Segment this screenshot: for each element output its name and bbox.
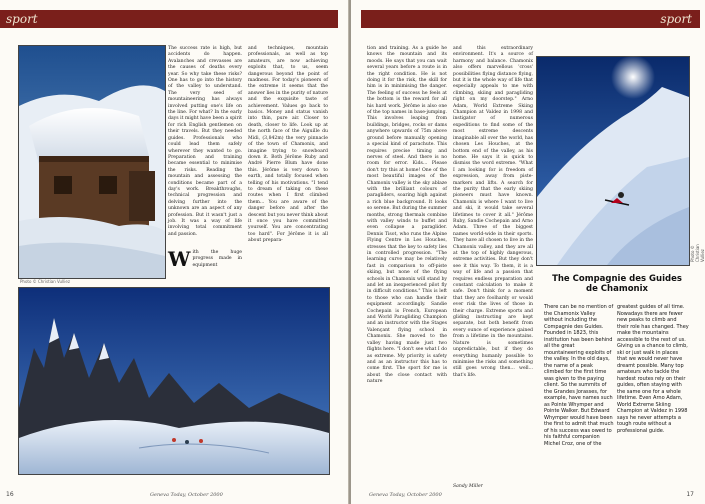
sidebar-column-2: greatest guides of all time. Nowadays there are fewer new peaks to climb and their role has changed. They make the mountains accessible to the rest of us. Giving us a chance to climb, ski or just walk in places that we would never have dreamt possible. Many top amateurs who tackle the hardest routes rely on their guides, often staying with the same one for a whole lifetime. Even Arno Adam, World Extreme Skiing Champion at Valdez in 1998 says he never attempts a tough route without a professional guide.	[617, 304, 689, 434]
dropcap-letter: W	[168, 247, 191, 271]
article-column-2: and techniques, mountain professionals, as well as top amateurs, are now achieving exploits that, to us, seem dangerous beyond the point of madness. For today's pioneers of the extreme it seems that the answer lies in the purity of nature and the exquisite taste of achievement. Values go back to basics. Money and status vanish into thin, pure air. Closer to death, closer to life. Look up at the north face of the Aiguille du Midi, (3,842m) the very pinnacle of the town of Chamonix, and imagine trying to snowboard down it. Both Jérôme Ruby and André Pierre Blum have done this. Jérôme is very down to earth, and totally focused when telling of his motivations. "I tend to dream of taking on these routes when I first climbed them... You are aware of the danger before and after the descent but you never think about it once you have committed yourself. You are concentrating too hard". For Jérôme it is all about prepara-	[248, 46, 328, 244]
article-author: Sandy Miller	[453, 484, 483, 489]
article-column-3: tion and training. As a guide he knows the mountain and its moods. He says that you can wait several years before a route is in the right condition. He is not doing it for the risk, the skill for him is in minimising the danger. The feeling of success he feels at the bottom is the reward for all his hard work. Jérôme is also one of the top names in base-jumping. This involves leaping from buildings, bridges, rocks or dams anywhere upwards of 75m above ground before manually opening a special kind of parachute. This requires precise timing and nerves of steel. And there is no room for error. Kids... Please don't try this at home! One of the most beautiful images of the Chamonix valley is the sky ablaze with the brilliant colours of paragliders, soaring high against a rich blue background. It looks so serene. But during the summer months, strong thermals combine with valley winds to buffet and even collapse a paraglider. Dennis Tisot, who runs the Alpine Flying Centre in Les Houches, stresses that the key to safety lies in controlled progression. "The learning curve may be relatively fast in comparison to off-piste skiing, but none of the flying schools in Chamonix will stand by and let an inexperienced pilot fly in difficult conditions." This is left to those who can handle their equipment accordingly. Sandie Cochepain is French, European and World Paragliding Champion and an instructor with the Stages Valençant flying school in Chamonix. She moved to the valley having made just two flights here. "I don't see what I do as extreme. My priority is safety and as an instructor this has to come first. The sport for me is about the close contact with nature	[367, 46, 447, 385]
mountain-illustration	[19, 288, 329, 474]
section-band-right	[361, 10, 700, 28]
mountain-photo	[18, 287, 330, 475]
left-page	[0, 0, 349, 504]
skier-photo	[536, 56, 690, 266]
article-column-4: and this extraordinary environment. It's a source of harmony and balance. Chamonix also offers marvellous 'cross' possibilities flying distance flying, but it is the whole way of life that especially appeals to me with climbing, skiing and paragliding right on my doorstep." Arno Adam, World Extreme Skiing Champion at Valdez in 1998 and instigator of numerous expeditions to find some of the most extreme descents imaginable all over the world, has chosen Les Houches, at the bottom end of the valley, as his home. He says it is quick to dismiss the word extreme. "What I am looking for is freedom of expression, away from piste-markers and lifts. A search for the purity that the early skiing pioneers must have known. Chamonix is where I want to live and ski, it would take several lifetimes to cover it all." Jérôme Ruby, Sandie Cochepain and Arno Adam. Three of the biggest names world-wide in their sports. They have all chosen to live in the Chamonix valley, and they are all at the top of highly dangerous, extreme activities. But they don't see it this way. To them, it is a way of life and a passion that requires endless preparation and constant calculation to make it safe. Don't think for a moment that they are foolhardy or would ever risk the lives of those in their charge. Extreme sports and gliding instructing are kept separate, but both benefit from every ounce of experience gained from a lifetime in the mountains. Nature is sometimes unpredictable, but if they do everything humanly possible to minimise the risks and something still goes wrong then... well... that's life.	[453, 46, 533, 378]
dropcap-paragraph	[168, 247, 242, 282]
chalet-photo	[18, 45, 166, 279]
sidebar-title: The Compagnie des Guides de Chamonix	[552, 274, 682, 294]
photo-credit-right: Photo © Christian Vulliez	[690, 244, 705, 262]
section-band-left	[0, 10, 338, 28]
page-number-left: 16	[6, 491, 14, 498]
footer-publication-left: Geneva Today, October 2000	[150, 492, 223, 498]
skier-illustration	[537, 57, 689, 265]
sidebar-column-1: There can be no mention of the Chamonix Valley without including the Compagnie des Guides. Founded in 1823, this institution has been behind all the great mountaineering exploits of the valley. In the old days, the name of a peak climbed for the first time was given to the paying client. So the summits of the Grandes Jorasses, for example, have names such as Pointe Whymper and Pointe Walker. But Edward Whymper would have been the first to admit that much of his success was owed to his faithful companion Michel Croz, one of the	[544, 304, 614, 447]
dropcap-text: ith the huge progress made in equipment	[192, 250, 242, 268]
section-label-left: sport	[6, 12, 38, 26]
article-column-1: The success rate is high, but accidents do happen. Avalanches and crevasses are the causes of deaths every year. So why take these risks? One has to go into the history of the valley to understand. The very seed of mountaineering has always involved putting one's life on the line. For what? In the early days it might have been a spirit for rich English gentlemen on their travels. But they needed guides. Professionals who could lead them safely wherever they wanted to go. Preparation and training became essential to minimise the risks. Reading the mountain and assessing the conditions became part of a day's work. Breakthroughs, technical progression and delving further into the unknown are an aspect of any profession. But it wasn't just a job. It was a way of life involving total commitment and passion.	[168, 46, 242, 237]
section-label-right: sport	[660, 12, 692, 26]
page-number-right: 17	[686, 491, 694, 498]
photo-credit-left: Photo © Christian Vulliez	[20, 279, 70, 284]
right-page	[351, 0, 705, 504]
footer-publication-right: Geneva Today, October 2000	[369, 492, 442, 498]
chalet-illustration	[19, 46, 165, 278]
